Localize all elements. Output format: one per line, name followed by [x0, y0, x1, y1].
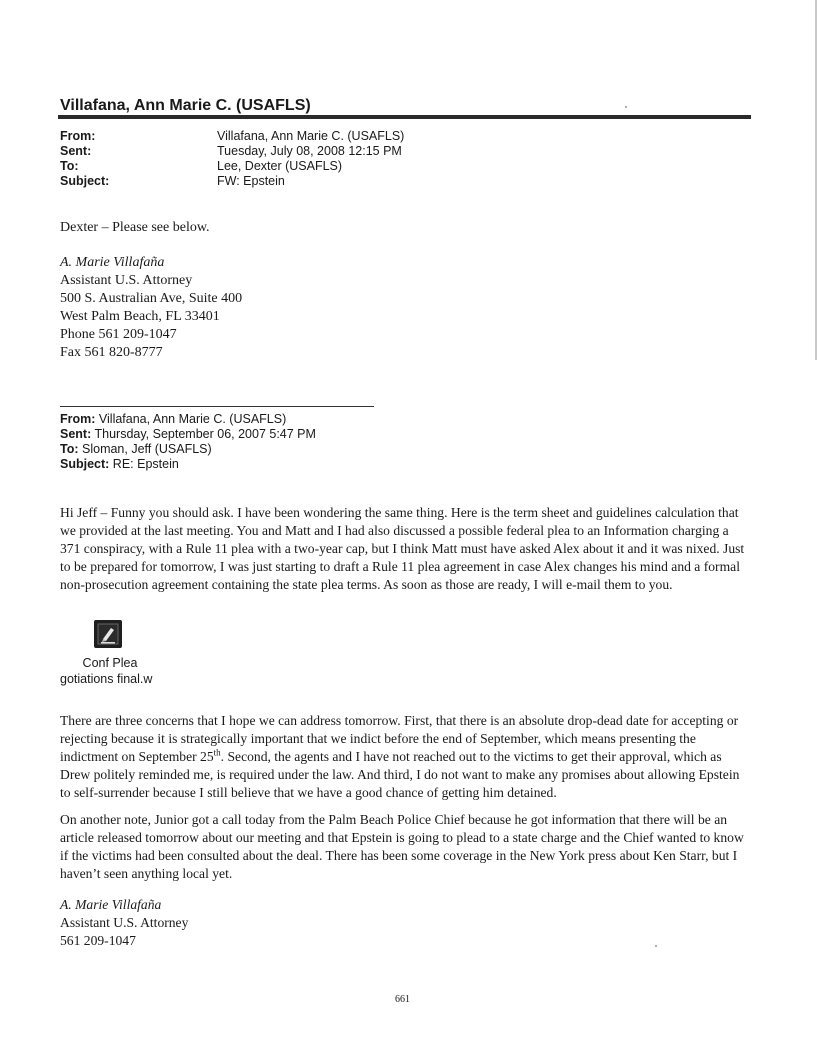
scan-speck	[625, 106, 627, 108]
signature-name: A. Marie Villafaña	[60, 255, 165, 270]
forwarded-from-label: From:	[60, 412, 96, 426]
signature-title: Assistant U.S. Attorney	[60, 273, 193, 288]
forwarded-sent-label: Sent:	[60, 427, 92, 441]
forwarded-from-value: Villafana, Ann Marie C. (USAFLS)	[98, 412, 287, 426]
forwarded-to-value: Sloman, Jeff (USAFLS)	[82, 442, 212, 456]
to-value: Lee, Dexter (USAFLS)	[217, 159, 343, 173]
closing-signature	[60, 896, 188, 950]
header-row-to	[60, 159, 760, 174]
signature-phone: Phone 561 209-1047	[60, 327, 177, 342]
body-paragraph-2	[60, 712, 752, 802]
subject-label: Subject:	[60, 174, 110, 188]
subject-value: FW: Epstein	[217, 174, 285, 188]
sent-label: Sent:	[60, 144, 92, 158]
from-label: From:	[60, 129, 96, 143]
forwarded-to-label: To:	[60, 442, 79, 456]
attachment-name-line2[interactable]: gotiations final.w	[60, 672, 153, 686]
forwarded-divider	[60, 406, 374, 407]
forwarded-subject-value: RE: Epstein	[112, 457, 179, 471]
closing-signature-title: Assistant U.S. Attorney	[60, 915, 189, 930]
body-paragraph-1: Hi Jeff – Funny you should ask. I have been wondering the same thing. Here is the term sheet and guidelines calculation that we provided at the last meeting. You and Matt and I had also discussed a possible federal plea to an Information charging a 371 conspiracy, with a Rule 11 plea with a two-year cap, but I think Matt must have asked Alex about it and it was nixed. Just to be prepared for tomorrow, I was just starting to draft a Rule 11 plea agreement in case Alex changes his mind and a formal non-prosecution agreement containing the state plea terms. As soon as those are ready, I will e-mail them to you.	[60, 505, 745, 592]
page-number: 661	[395, 994, 410, 1005]
paragraph2-text-a: There are three concerns that I hope we can address tomorrow. First, that there is an absolute drop-dead date for accepting or rejecting because it is strategically important that we indict before the end of September, which means presenting the indictment on September 25	[60, 713, 739, 764]
header-row-from	[60, 129, 760, 144]
forwarded-from	[60, 412, 286, 427]
closing-signature-phone: 561 209-1047	[60, 933, 136, 948]
to-label: To:	[60, 159, 79, 173]
title-divider	[58, 115, 751, 119]
forwarded-subject-label: Subject:	[60, 457, 110, 471]
sent-value: Tuesday, July 08, 2008 12:15 PM	[217, 144, 402, 158]
signature-fax: Fax 561 820-8777	[60, 345, 163, 360]
paragraph2-text-b: . Second, the agents and I have not reached out to the victims to get their approval, which as Drew politely reminded me, is required under the law. And third, I do not want to make any promises about allowing Epstein to self-surrender because I still believe that we have a good chance of getting him detained.	[60, 749, 740, 800]
scan-speck	[655, 945, 657, 947]
forwarded-subject	[60, 457, 179, 472]
header-row-sent	[60, 144, 760, 159]
signature-block	[60, 254, 242, 362]
closing-signature-name: A. Marie Villafaña	[60, 897, 162, 912]
from-value: Villafana, Ann Marie C. (USAFLS)	[217, 129, 405, 143]
page-title: Villafana, Ann Marie C. (USAFLS)	[60, 97, 311, 114]
attachment-name-line1[interactable]: Conf Plea	[82, 656, 138, 670]
intro-line: Dexter – Please see below.	[60, 220, 210, 235]
signature-address-line1: 500 S. Australian Ave, Suite 400	[60, 291, 243, 306]
header-row-subject	[60, 174, 760, 189]
body-paragraph-3: On another note, Junior got a call today from the Palm Beach Police Chief because he got information that there will be an article released tomorrow about our meeting and that Epstein is going to plead to a state charge and the Chief wanted to know if the victims had been consulted about the deal. There has been some coverage in the New York press about Ken Starr, but I haven’t seen anything local yet.	[60, 812, 744, 881]
signature-address-line2: West Palm Beach, FL 33401	[60, 309, 220, 324]
paragraph2-superscript: th	[213, 747, 221, 758]
document-attachment-icon[interactable]	[94, 620, 122, 648]
forwarded-sent	[60, 427, 316, 442]
forwarded-to	[60, 442, 212, 457]
forwarded-sent-value: Thursday, September 06, 2007 5:47 PM	[94, 427, 316, 441]
